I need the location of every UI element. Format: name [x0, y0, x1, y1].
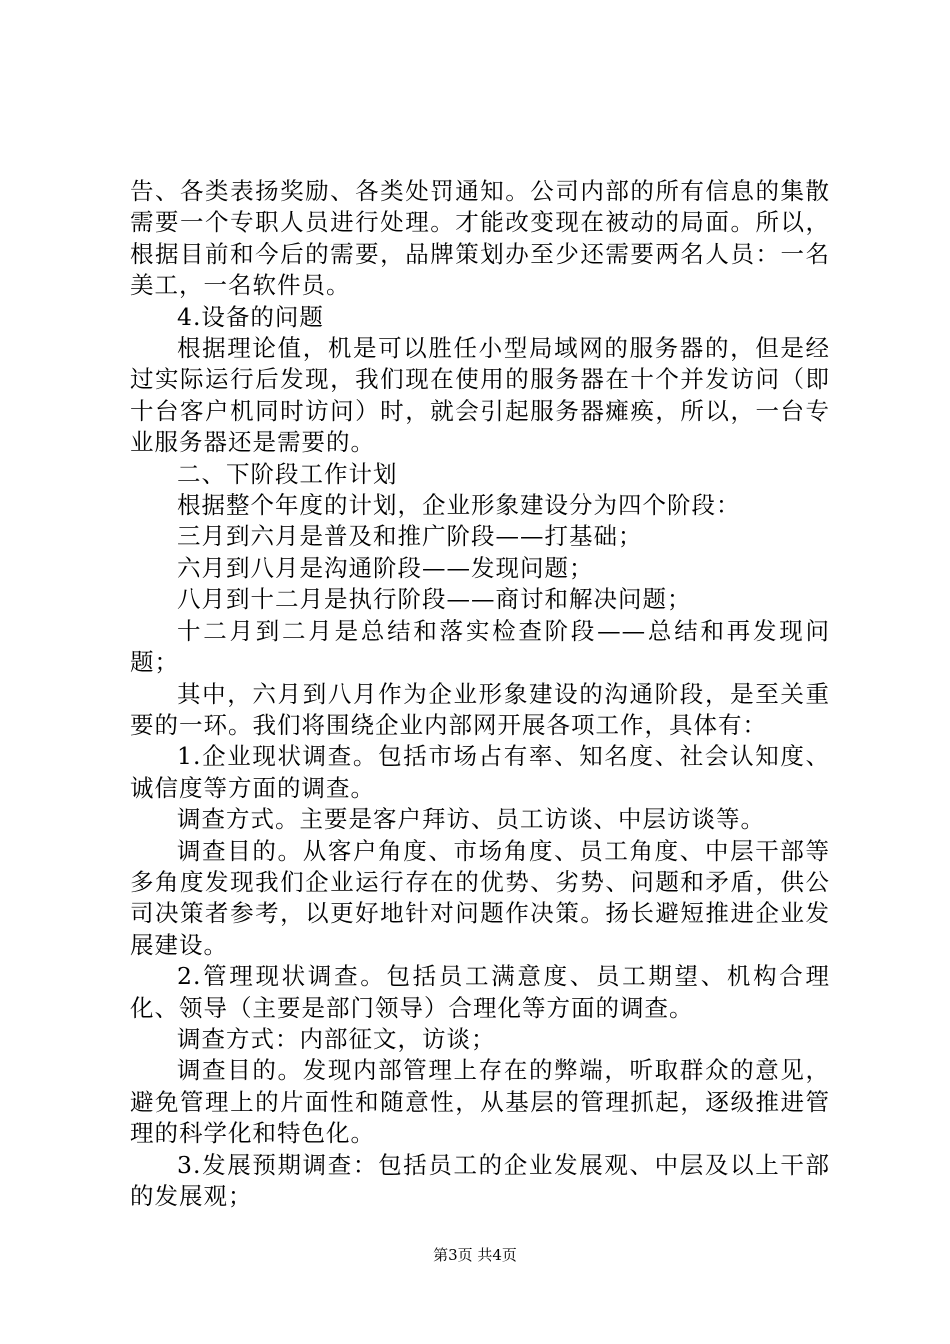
paragraph: 根据理论值，机是可以胜任小型局域网的服务器的，但是经过实际运行后发现，我们现在使用的服务器在十个并发访问（即十台客户机同时访问）时，就会引起服务器瘫痪，所以，一台专业服务器还是需要的。	[130, 334, 830, 457]
paragraph: 告、各类表扬奖励、各类处罚通知。公司内部的所有信息的集散需要一个专职人员进行处理。才能改变现在被动的局面。所以，根据目前和今后的需要，品牌策划办至少还需要两名人员：一名美工，一名软件员。	[130, 177, 830, 300]
numbered-item: 2.管理现状调查。包括员工满意度、员工期望、机构合理化、领导（主要是部门领导）合理化等方面的调查。	[130, 962, 830, 1022]
numbered-item: 1.企业现状调查。包括市场占有率、知名度、社会认知度、诚信度等方面的调查。	[130, 742, 830, 802]
page-number-footer: 第3页 共4页	[433, 1246, 517, 1264]
list-item: 三月到六月是普及和推广阶段——打基础；	[177, 522, 643, 551]
list-item: 六月到八月是沟通阶段——发现问题；	[177, 553, 594, 582]
document-body	[130, 176, 830, 1212]
paragraph: 调查目的。发现内部管理上存在的弊端，听取群众的意见，避免管理上的片面性和随意性，从基层的管理抓起，逐级推进管理的科学化和特色化。	[130, 1056, 830, 1148]
list-item: 八月到十二月是执行阶段——商讨和解决问题；	[177, 585, 692, 614]
paragraph: 调查目的。从客户角度、市场角度、员工角度、中层干部等多角度发现我们企业运行存在的优势、劣势、问题和矛盾，供公司决策者参考，以更好地针对问题作决策。扬长避短推进企业发展建设。	[130, 836, 830, 959]
list-item: 十二月到二月是总结和落实检查阶段——总结和再发现问题；	[130, 616, 830, 677]
paragraph: 调查方式。主要是客户拜访、员工访谈、中层访谈等。	[177, 805, 765, 834]
paragraph: 根据整个年度的计划，企业形象建设分为四个阶段：	[177, 491, 741, 520]
paragraph: 调查方式：内部征文，访谈；	[177, 1024, 496, 1053]
paragraph: 其中，六月到八月作为企业形象建设的沟通阶段，是至关重要的一环。我们将围绕企业内部网开展各项工作，具体有：	[130, 679, 830, 739]
section-heading: 二、下阶段工作计划	[177, 459, 398, 488]
section-heading: 4.设备的问题	[177, 302, 324, 331]
numbered-item: 3.发展预期调查：包括员工的企业发展观、中层及以上干部的发展观；	[130, 1150, 830, 1210]
